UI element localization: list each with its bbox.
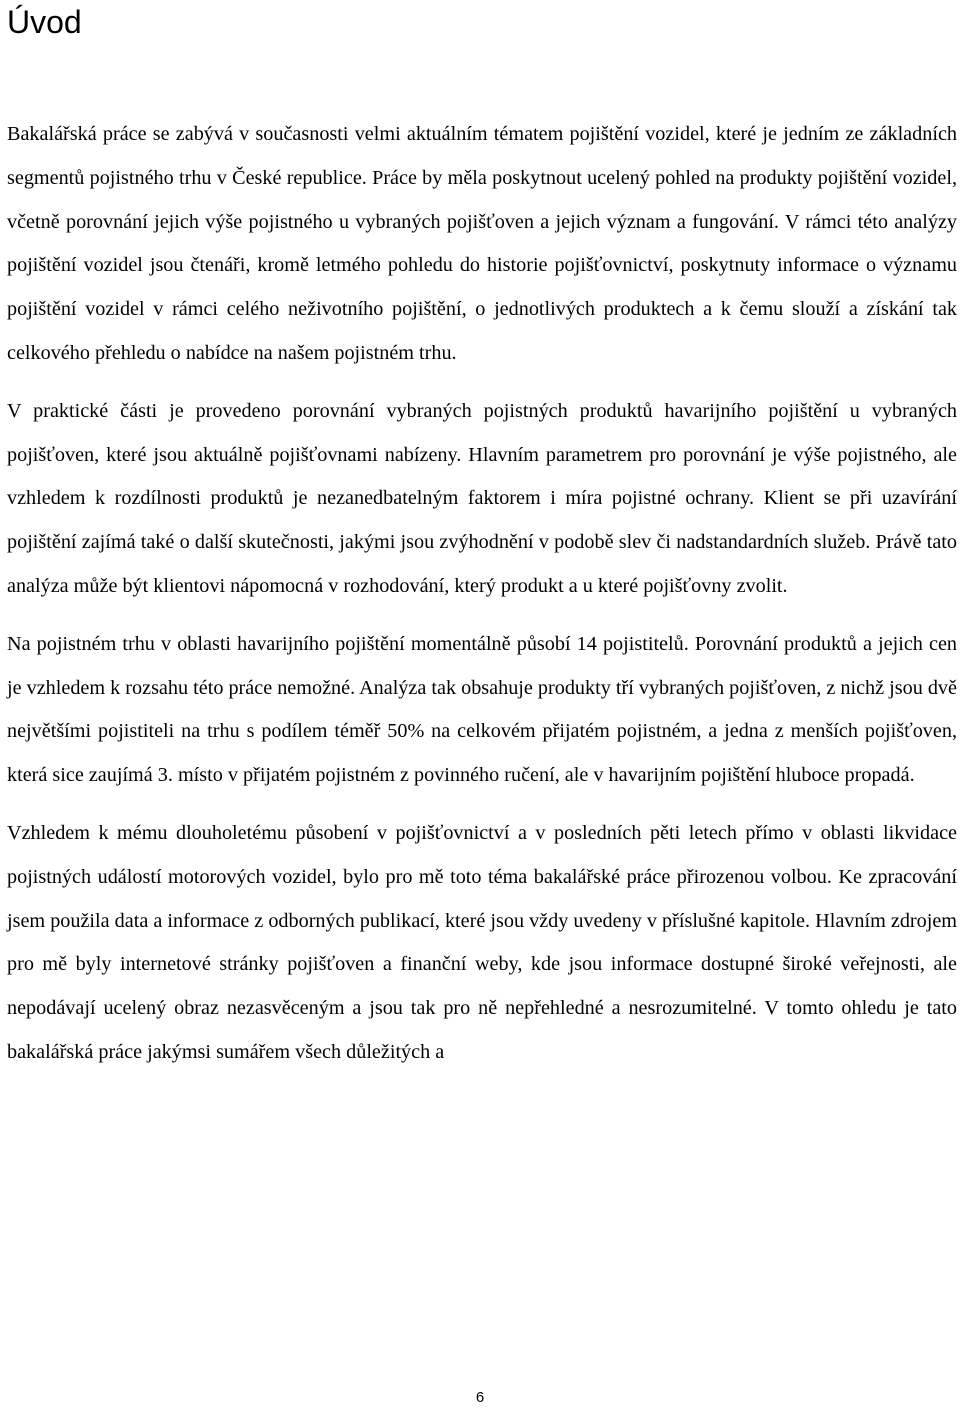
paragraph-introduction: Bakalářská práce se zabývá v současnosti velmi aktuálním tématem pojištění vozidel, které je jedním ze základních segmentů pojistného trhu v České republice. Práce by měla poskytnout ucelený pohled na produkty pojištění vozidel, včetně porovnání jejich výše pojistného u vybraných pojišťoven a jejich význam a fungování. V rámci této analýzy pojištění vozidel jsou čtenáři, kromě letmého pohledu do historie pojišťovnictví, poskytnuty informace o významu pojištění vozidel v rámci celého neživotního pojištění, o jednotlivých produktech a k čemu slouží a získání tak celkového přehledu o nabídce na našem pojistném trhu. [7, 123, 957, 364]
paragraph-practical-part: V praktické části je provedeno porovnání vybraných pojistných produktů havarijního pojištění u vybraných pojišťoven, které jsou aktuálně pojišťovnami nabízeny. Hlavním parametrem pro porovnání je výše pojistného, ale vzhledem k rozdílnosti produktů je nezanedbatelným faktorem i míra pojistné ochrany. Klient se při uzavírání pojištění zajímá také o další skutečnosti, jakými jsou zvýhodnění v podobě slev či nadstandardních služeb. Právě tato analýza může být klientovi nápomocná v rozhodování, který produkt a u které pojišťovny zvolit. [7, 399, 957, 597]
paragraph-motivation: Vzhledem k mému dlouholetému působení v pojišťovnictví a v posledních pěti letech přímo v oblasti likvidace pojistných událostí motorových vozidel, bylo pro mě toto téma bakalářské práce přirozenou volbou. Ke zpracování jsem použila data a informace z odborných publikací, které jsou vždy uvedeny v příslušné kapitole. Hlavním zdrojem pro mě byly internetové stránky pojišťoven a finanční weby, kde jsou informace dostupné široké veřejnosti, ale nepodávají ucelený obraz nezasvěceným a jsou tak pro ně nepřehledné a nesrozumitelné. V tomto ohledu je tato bakalářská práce jakýmsi sumářem všech důležitých a [7, 821, 957, 1063]
section-heading: Úvod [7, 4, 82, 40]
page-number: 6 [475, 1389, 485, 1406]
body-text [7, 113, 957, 1089]
paragraph-market-analysis: Na pojistném trhu v oblasti havarijního pojištění momentálně působí 14 pojistitelů. Porovnání produktů a jejich cen je vzhledem k rozsahu této práce nemožné. Analýza tak obsahuje produkty tří vybraných pojišťoven, z nichž jsou dvě největšími pojistiteli na trhu s podílem téměř 50% na celkovém přijatém pojistném, a jedna z menších pojišťoven, která sice zaujímá 3. místo v přijatém pojistném z povinného ručení, ale v havarijním pojištění hluboce propadá. [7, 632, 957, 787]
